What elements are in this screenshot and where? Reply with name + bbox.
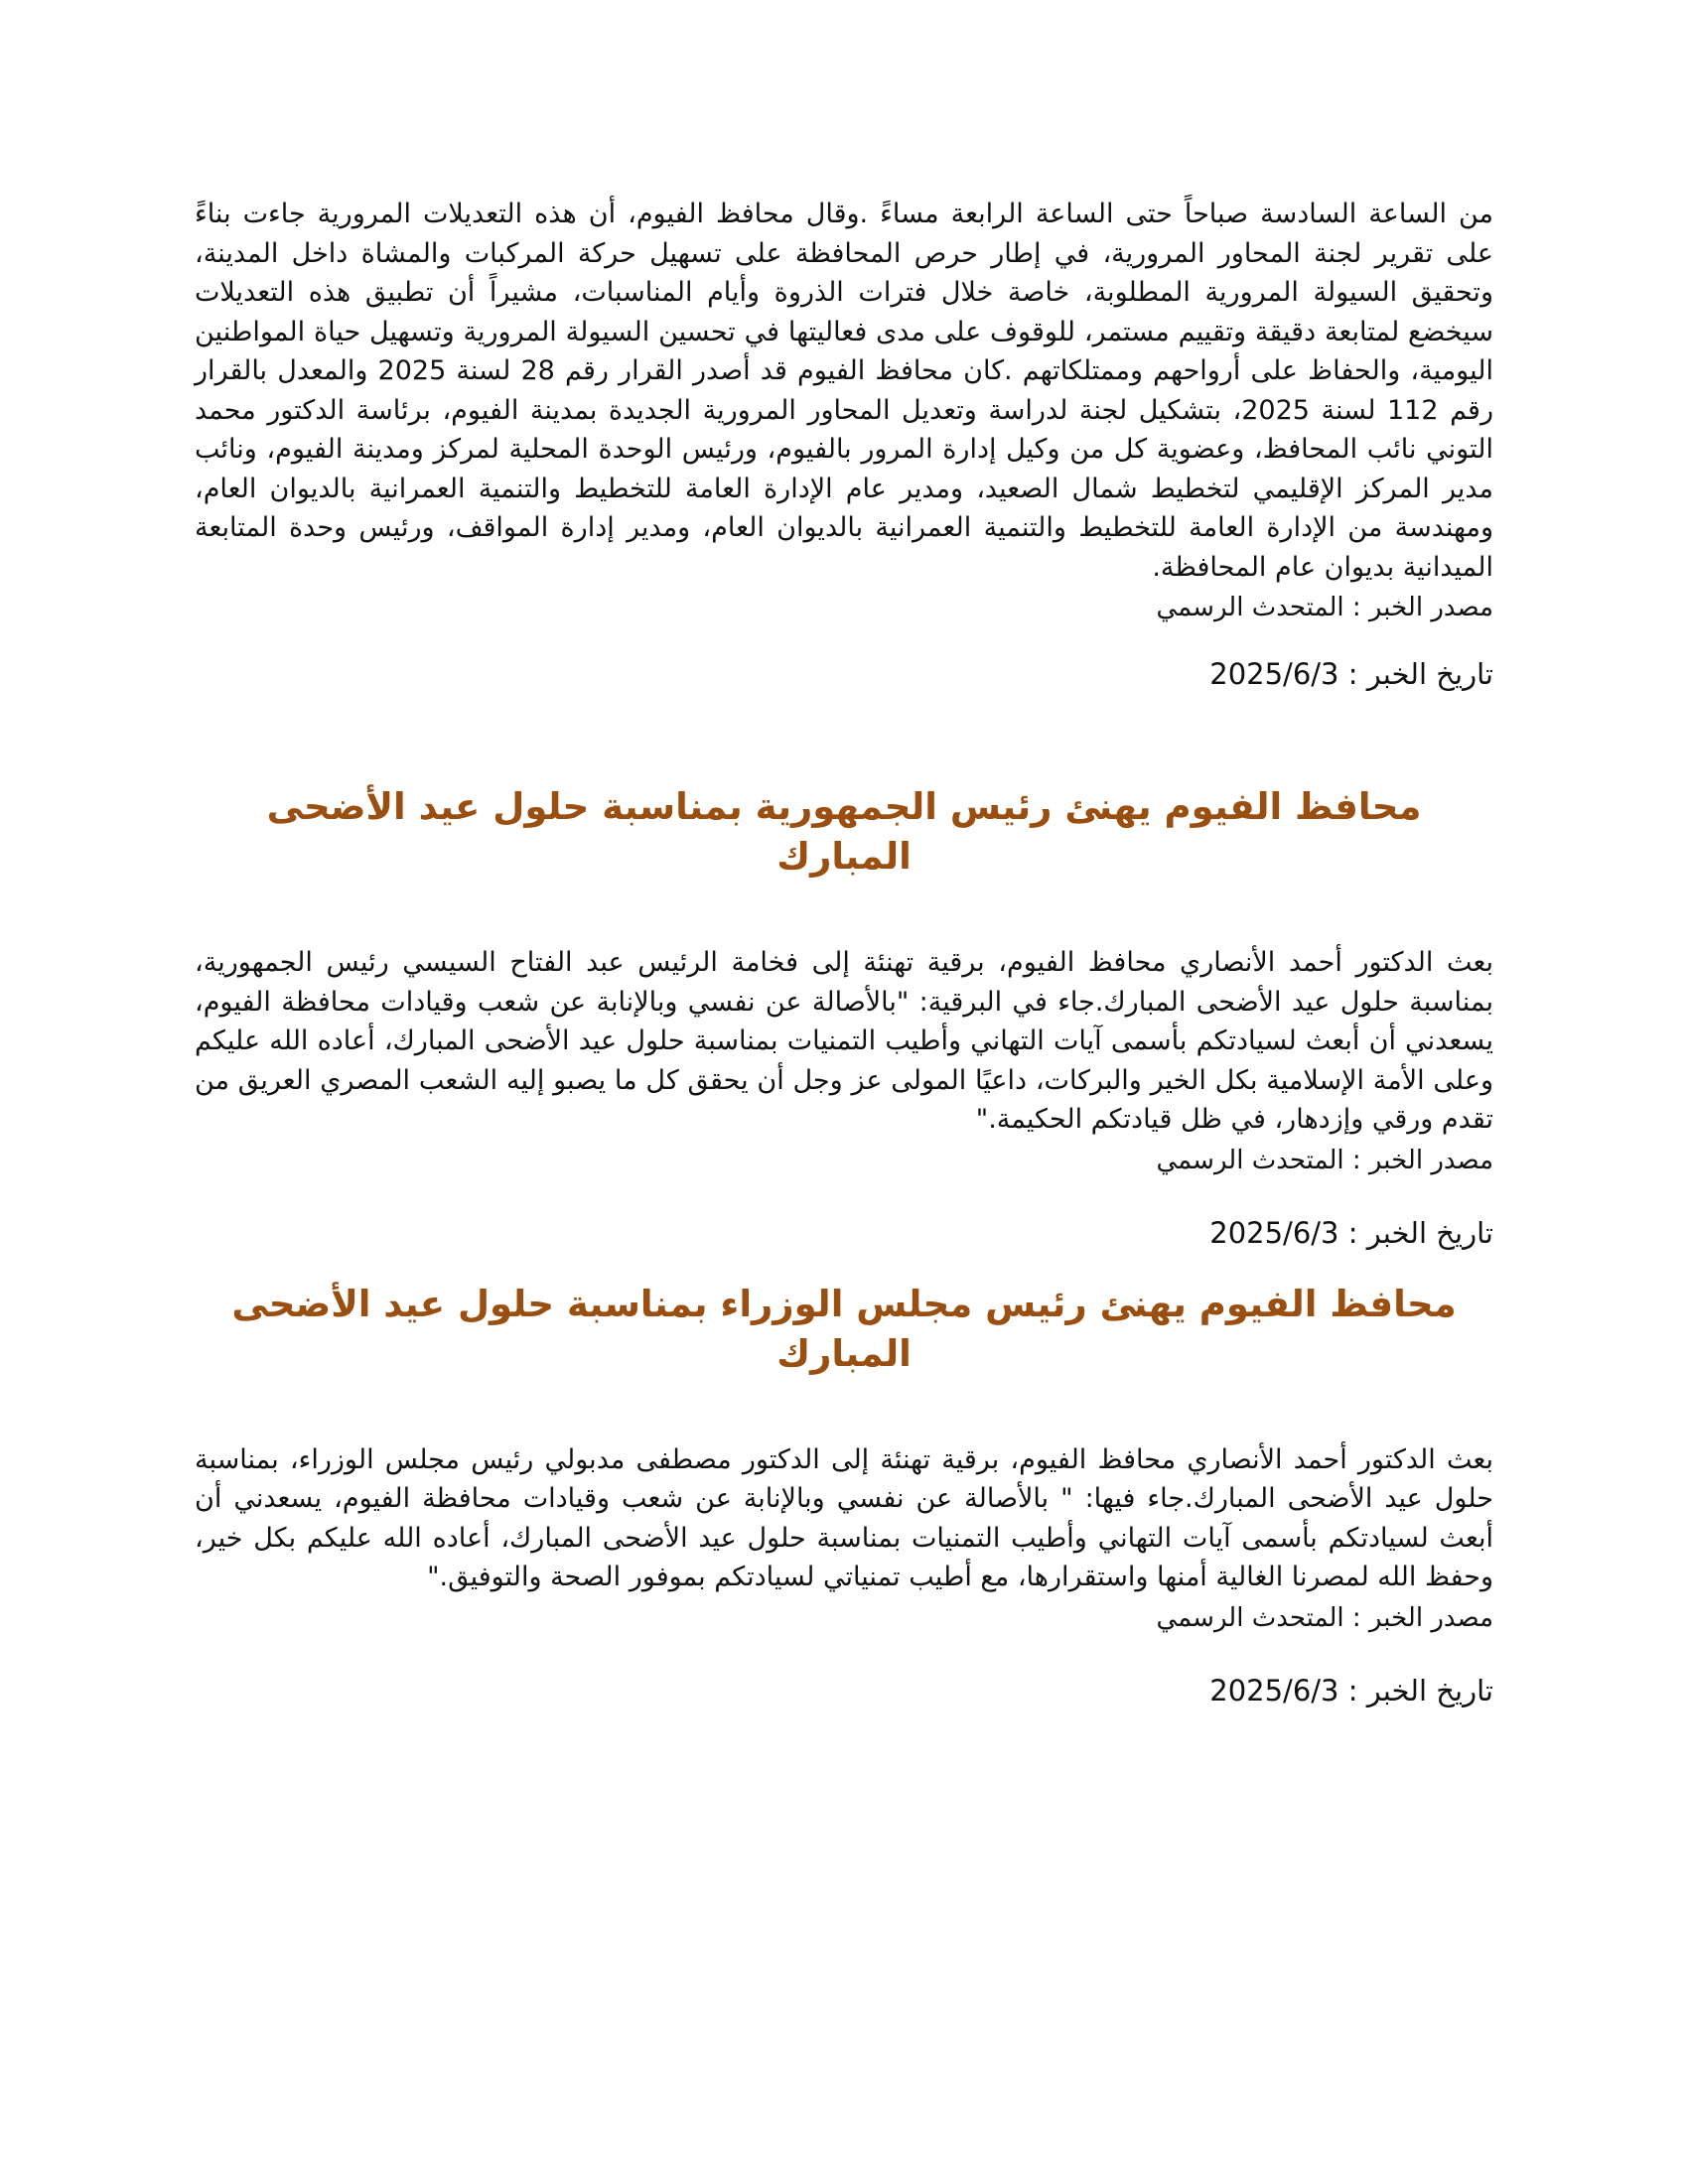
- news-date: تاريخ الخبر : 2025/6/3: [1209, 657, 1493, 691]
- news-source: مصدر الخبر : المتحدث الرسمي: [1156, 593, 1493, 622]
- article-body: بعث الدكتور أحمد الأنصاري محافظ الفيوم، برقية تهنئة إلى الدكتور مصطفى مدبولي رئيس مجلس الوزراء، بمناسبة حلول عيد الأضحى المبارك.جاء فيها: " بالأصالة عن نفسي وبالإنابة عن شعب وقيادات محافظة الفيوم، يسعدني أن أبعث لسيادتكم بأسمى آيات التهاني وأطيب التمنيات بمناسبة حلول عيد الأضحى المبارك، أعاده الله عليكم بكل خير، وحفظ الله لمصرنا الغالية أمنها واستقرارها، مع أطيب تمنياتي لسيادتكم بموفور الصحة والتوفيق.": [195, 1443, 1493, 1592]
- news-article-2: [195, 782, 1493, 1253]
- news-source: مصدر الخبر : المتحدث الرسمي: [1156, 1602, 1493, 1633]
- news-source: مصدر الخبر : المتحدث الرسمي: [1156, 1145, 1493, 1175]
- news-article-1: [195, 195, 1493, 694]
- document-page: [195, 195, 1493, 1710]
- news-date: تاريخ الخبر : 2025/6/3: [1209, 1215, 1493, 1250]
- article-body: بعث الدكتور أحمد الأنصاري محافظ الفيوم، برقية تهنئة إلى فخامة الرئيس عبد الفتاح السيسي رئيس الجمهورية، بمناسبة حلول عيد الأضحى المبارك.جاء في البرقية: "بالأصالة عن نفسي وبالإنابة عن شعب وقيادات محافظة الفيوم، يسعدني أن أبعث لسيادتكم بأسمى آيات التهاني وأطيب التمنيات بمناسبة حلول عيد الأضحى المبارك، أعاده الله عليكم وعلى الأمة الإسلامية بكل الخير والبركات، داعيًا المولى عز وجل أن يحقق كل ما يصبو إليه الشعب المصري العريق من تقدم ورقي وإزدهار، في ظل قيادتكم الحكيمة.": [195, 947, 1493, 1135]
- article-body: من الساعة السادسة صباحاً حتى الساعة الرابعة مساءً .وقال محافظ الفيوم، أن هذه التعديلات المرورية جاءت بناءً على تقرير لجنة المحاور المرورية، في إطار حرص المحافظة على تسهيل حركة المركبات والمشاة داخل المدينة، وتحقيق السيولة المرورية المطلوبة، خاصة خلال فترات الذروة وأيام المناسبات، مشيراً أن تطبيق هذه التعديلات سيخضع لمتابعة دقيقة وتقييم مستمر، للوقوف على مدى فعاليتها في تحسين السيولة المرورية وتسهيل حياة المواطنين اليومية، والحفاظ على أرواحهم وممتلكاتهم .كان محافظ الفيوم قد أصدر القرار رقم 28 لسنة 2025 والمعدل بالقرار رقم 112 لسنة 2025، بتشكيل لجنة لدراسة وتعديل المحاور المرورية الجديدة بمدينة الفيوم، برئاسة الدكتور محمد التوني نائب المحافظ، وعضوية كل من وكيل إدارة المرور بالفيوم، ورئيس الوحدة المحلية لمركز ومدينة الفيوم، ونائب مدير المركز الإقليمي لتخطيط شمال الصعيد، ومدير عام الإدارة العامة للتخطيط والتنمية العمرانية بالديوان العام، ومهندسة من الإدارة العامة للتخطيط والتنمية العمرانية بالديوان العام، ومدير إدارة المواقف، ورئيس وحدة المتابعة الميدانية بديوان عام المحافظة.: [195, 199, 1493, 583]
- news-date: تاريخ الخبر : 2025/6/3: [1209, 1673, 1493, 1707]
- article-headline: محافظ الفيوم يهنئ رئيس مجلس الوزراء بمناسبة حلول عيد الأضحى المبارك: [231, 1282, 1457, 1375]
- news-article-3: [195, 1280, 1493, 1710]
- article-headline: محافظ الفيوم يهنئ رئيس الجمهورية بمناسبة حلول عيد الأضحى المبارك: [266, 785, 1422, 878]
